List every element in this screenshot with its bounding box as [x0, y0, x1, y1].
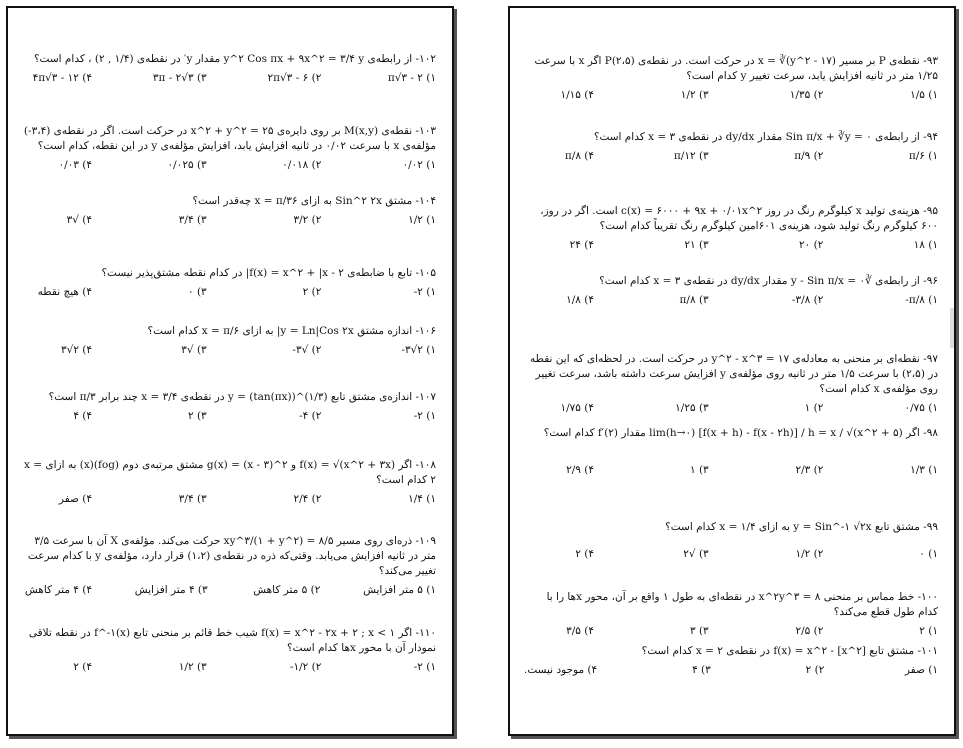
option-1[interactable]: ۱) ۱۸: [913, 239, 938, 251]
option-4[interactable]: ۴) ۲√۳: [60, 344, 93, 356]
question-104: [22, 194, 436, 228]
option-1[interactable]: ۱) ۲: [919, 625, 938, 637]
answer-options: [22, 343, 436, 358]
option-3[interactable]: ۳) ۴: [692, 664, 711, 676]
option-2[interactable]: ۲) ۱/۳۵: [789, 89, 824, 101]
question-110: [22, 626, 436, 675]
option-3[interactable]: ۳) ۴ متر افزایش: [134, 584, 208, 596]
left-page: [6, 6, 454, 736]
question-stem: ۹۳- نقطه‌ی P بر مسیر x = ∛(y^۲ - ۱۷) در حرکت است. در نقطه‌ی P(۲،۵) اگر x با سرعت ۱/۲۵ متر در ثانیه افزایش یابد، سرعت تغییر y کدام است؟: [534, 55, 938, 82]
answer-options: [524, 663, 938, 678]
answer-options: [524, 293, 938, 308]
option-4[interactable]: ۴) ۴π√۳ - ۱۲: [32, 72, 93, 84]
question-stem: ۱۰۰- خط مماس بر منحنی x^۲y^۳ = ۸ در نقطه‌ای به طول ۱ واقع بر آن، محور x‌ها را با کدام طول قطع می‌کند؟: [546, 591, 938, 618]
option-1[interactable]: ۱) ۰: [919, 548, 938, 560]
option-4[interactable]: ۴) ۳/۵: [566, 625, 595, 637]
option-2[interactable]: ۲) ۲/۳: [795, 464, 824, 476]
option-2[interactable]: ۲) ۲/۴: [293, 493, 322, 505]
question-stem: ۹۷- نقطه‌ای بر منحنی به معادله‌ی y^۲ - x^۳ = ۱۷ در حرکت است. در لحظه‌ای که این نقطه در (۲،۵) با سرعت ۱/۵ متر در ثانیه روی مؤلفه‌ی y افزایش سرعت داشته باشد، سرعت تغییر روی مؤلفه‌ی x کدام است؟: [529, 353, 938, 395]
option-1[interactable]: ۱) ۱/۳: [910, 464, 938, 476]
option-4[interactable]: ۴) ۴: [73, 410, 93, 422]
option-1[interactable]: ۱) ۵ متر افزایش: [363, 584, 436, 596]
option-4[interactable]: ۴) ۲: [73, 661, 93, 673]
question-103: [22, 124, 436, 173]
option-3[interactable]: ۳) ۱/۲۵: [675, 402, 709, 414]
option-4[interactable]: ۴) ۲/۹: [566, 464, 595, 476]
question-96: [524, 274, 938, 308]
option-1[interactable]: ۱) π√۳ - ۲: [387, 72, 436, 84]
option-4[interactable]: ۴) صفر: [58, 493, 93, 505]
option-2[interactable]: ۲) ۲: [302, 286, 322, 298]
question-stem: ۹۸- اگر lim(h→۰) [f(x + h) - f(x - ۲h)] / h = x / √(x^۲ + ۵) مقدار f′(۲) کدام است؟: [543, 427, 938, 439]
option-3[interactable]: ۳) ۰/۰۲۵: [167, 159, 207, 171]
question-100: [524, 590, 938, 639]
option-3[interactable]: ۳) ۱: [689, 464, 709, 476]
option-1[interactable]: ۱) ۲-: [413, 286, 436, 298]
option-1[interactable]: ۱) π/۶: [908, 150, 938, 162]
answer-options: [22, 583, 436, 598]
option-1[interactable]: ۱) π/۸-: [905, 294, 938, 306]
question-stem: ۱۰۷- اندازه‌ی مشتق تابع y = (tan(πx))^(۱/۳) در نقطه‌ی x = ۳/۴ چند برابر π/۳ است؟: [48, 391, 436, 403]
option-3[interactable]: ۳) ۱/۲: [680, 89, 709, 101]
question-stem: ۱۰۱- مشتق تابع f(x) = x^۲ - [x^۲] در نقطه‌ی x = ۲ کدام است؟: [641, 645, 938, 657]
question-94: [524, 130, 938, 164]
option-1[interactable]: ۱) ۰/۰۲: [402, 159, 436, 171]
option-2[interactable]: ۲) ۰/۰۱۸: [282, 159, 322, 171]
option-1[interactable]: ۱) ۲-: [413, 410, 436, 422]
option-2[interactable]: ۲) ۲/۵: [795, 625, 824, 637]
option-4[interactable]: ۴) ۱/۱۵: [560, 89, 595, 101]
option-1[interactable]: ۱) صفر: [904, 664, 938, 676]
question-97: [524, 352, 938, 416]
option-2[interactable]: ۲) ۱/۲-: [289, 661, 322, 673]
answer-options: [524, 547, 938, 562]
option-2[interactable]: ۲) ۱/۲: [795, 548, 824, 560]
option-2[interactable]: ۲) ۳/۸-: [791, 294, 824, 306]
answer-options: [22, 492, 436, 507]
option-4[interactable]: ۴) π/۸: [564, 150, 595, 162]
question-108: [22, 458, 436, 507]
question-101: [524, 644, 938, 678]
question-106: [22, 324, 436, 358]
option-4[interactable]: ۴) √۳: [66, 214, 93, 226]
question-stem: ۹۹- مشتق تابع y = Sin^-۱ √۲x به ازای x = ۱/۴ کدام است؟: [665, 521, 938, 533]
answer-options: [22, 660, 436, 675]
question-98: [524, 426, 938, 478]
question-95: [524, 204, 938, 253]
question-107: [22, 390, 436, 424]
answer-options: [524, 624, 938, 639]
option-3[interactable]: ۳) ۲۱: [684, 239, 709, 251]
question-stem: ۱۱۰- اگر f(x) = x^۲ - ۲x + ۲ ; x < ۱ شیب خط قائم بر منحنی تابع f^-۱(x) در نقطه تلاقی نمودار آن با محور x‌ها کدام است؟: [28, 627, 436, 654]
option-2[interactable]: ۲) ۲۰: [798, 239, 824, 251]
answer-options: [524, 238, 938, 253]
option-2[interactable]: ۲) ۴-: [299, 410, 322, 422]
question-93: [524, 54, 938, 103]
answer-options: [22, 71, 436, 86]
question-stem: ۹۵- هزینه‌ی تولید x کیلوگرم رنگ در روز c(x) = ۶۰۰۰ + ۹x + ۰/۰۱x^۲ است. اگر در روز، ۶۰۰ کیلوگرم رنگ تولید شود، هزینه‌ی ۶۰۱امین کیلوگرم رنگ تقریباً کدام است؟: [540, 205, 938, 232]
answer-options: [524, 88, 938, 103]
question-105: [22, 266, 436, 300]
option-1[interactable]: ۱) ۱/۲: [408, 214, 436, 226]
option-3[interactable]: ۳) π/۱۲: [673, 150, 709, 162]
option-2[interactable]: ۲) π/۹: [794, 150, 824, 162]
option-1[interactable]: ۱) ۰/۷۵: [904, 402, 938, 414]
question-stem: ۱۰۳- نقطه‌ی M(x,y) بر روی دایره‌ی x^۲ + y^۲ = ۲۵ در حرکت است. اگر در نقطه‌ی (۳،۴-) مؤلفه‌ی x با سرعت ۰/۰۲ در ثانیه افزایش یابد، افزایش مؤلفه‌ی y در این نقطه، کدام است؟: [23, 125, 436, 152]
option-3[interactable]: ۳) √۲: [683, 548, 709, 560]
option-1[interactable]: ۱) ۱/۵: [910, 89, 938, 101]
answer-options: [524, 149, 938, 164]
option-4[interactable]: ۴) ۲۴: [569, 239, 595, 251]
option-2[interactable]: ۲) ۱: [804, 402, 824, 414]
question-stem: ۱۰۶- اندازه مشتق y = Ln|Cos ۲x| به ازای x = π/۶ کدام است؟: [147, 325, 436, 337]
option-3[interactable]: ۳) ۰: [187, 286, 207, 298]
question-stem: ۱۰۴- مشتق Sin^۲ ۲x به ازای x = π/۳۶ چه‌قدر است؟: [192, 195, 436, 207]
option-4[interactable]: ۴) ۰/۰۳: [58, 159, 93, 171]
question-stem: ۹۴- از رابطه‌ی Sin π/x + ∛y = ۰ مقدار dy/dx در نقطه‌ی x = ۳ کدام است؟: [593, 131, 938, 143]
answer-options: [22, 158, 436, 173]
option-4[interactable]: ۴) موجود نیست.: [524, 664, 598, 676]
answer-options: [22, 213, 436, 228]
option-3[interactable]: ۳) √۳: [181, 344, 207, 356]
option-2[interactable]: ۲) ۲π√۳ - ۶: [267, 72, 322, 84]
option-4[interactable]: ۴) ۴ متر کاهش: [24, 584, 93, 596]
option-2[interactable]: ۲) ۳/۲: [293, 214, 322, 226]
answer-options: [524, 401, 938, 416]
option-2[interactable]: ۲) √۳-: [292, 344, 322, 356]
question-99: [524, 520, 938, 562]
option-3[interactable]: ۳) ۳: [689, 625, 709, 637]
option-3[interactable]: ۳) π/۸: [679, 294, 709, 306]
option-3[interactable]: ۳) ۳/۴: [178, 214, 207, 226]
question-stem: ۱۰۲- از رابطه‌ی y^۲ Cos πx + ۹x^۲ = ۳/۴ y مقدار y′ در نقطه‌ی (۱/۴ , ۲) ، کدام است؟: [33, 53, 436, 65]
option-3[interactable]: ۳) ۳/۴: [178, 493, 207, 505]
option-2[interactable]: ۲) ۵ متر کاهش: [253, 584, 321, 596]
scrollbar[interactable]: [950, 308, 954, 348]
option-3[interactable]: ۳) ۱/۲: [178, 661, 207, 673]
option-3[interactable]: ۳) ۳π - ۲√۳: [152, 72, 207, 84]
answer-options: [22, 285, 436, 300]
answer-options: [524, 463, 938, 478]
option-4[interactable]: ۴) ۱/۷۵: [560, 402, 595, 414]
question-stem: ۱۰۸- اگر f(x) = √(x^۲ + ۳x) و g(x) = (x - ۳)^۲ مشتق مرتبه‌ی دوم (fog)(x) به ازای x = ۲ کدام است؟: [24, 459, 436, 486]
question-stem: ۱۰۵- تابع با ضابطه‌ی f(x) = x^۲ + |x - ۲| در کدام نقطه مشتق‌پذیر نیست؟: [101, 267, 436, 279]
right-page: [508, 6, 956, 736]
question-102: [22, 52, 436, 86]
question-stem: ۹۶- از رابطه‌ی ∛y - Sin π/x = ۰ مقدار dy/dx در نقطه‌ی x = ۳ کدام است؟: [599, 275, 938, 287]
option-2[interactable]: ۲) ۲: [805, 664, 825, 676]
question-stem: ۱۰۹- ذره‌ای روی مسیر xy^۳/(۱ + y^۲) = ۸/۵ حرکت می‌کند. مؤلفه‌ی X آن با سرعت ۳/۵ متر در ثانیه افزایش می‌یابد. وقتی‌که ذره در نقطه‌ی (۱،۲) قرار دارد، مؤلفه‌ی y با کدام سرعت تغییر می‌کند؟: [27, 535, 436, 577]
option-4[interactable]: ۴) ۲: [575, 548, 595, 560]
option-4[interactable]: ۴) هیچ نقطه: [37, 286, 93, 298]
option-1[interactable]: ۱) ۲-: [413, 661, 436, 673]
option-3[interactable]: ۳) ۲: [187, 410, 207, 422]
option-1[interactable]: ۱) ۱/۴: [408, 493, 436, 505]
question-109: [22, 534, 436, 598]
option-1[interactable]: ۱) ۲√۳-: [401, 344, 436, 356]
answer-options: [22, 409, 436, 424]
option-4[interactable]: ۴) ۱/۸: [566, 294, 595, 306]
